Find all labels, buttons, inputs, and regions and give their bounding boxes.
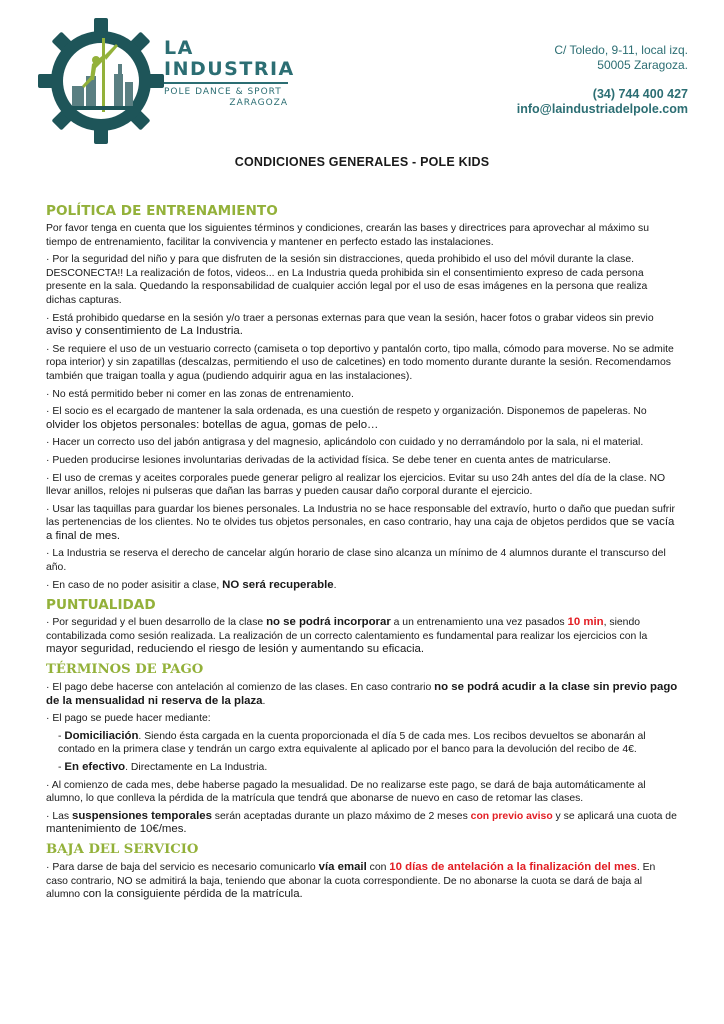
- politica-item: · Pueden producirse lesiones involuntarias derivadas de la actividad física. Se debe tener en cuenta antes de matricularse.: [46, 454, 611, 466]
- politica-item: · El uso de cremas y aceites corporales puede generar peligro al realizar los ejercicios. Evitar su uso 24h antes del día de la clase. NO llevar anillos, relojes ni pulseras que dañan las barras y pueden causar daño corporal durante el ejercicio.: [46, 472, 666, 498]
- email-link[interactable]: info@laindustriadelpole.com: [516, 102, 688, 116]
- brand-subtitle: POLE DANCE & SPORT: [164, 87, 282, 97]
- postal-line: 50005 Zaragoza.: [597, 58, 688, 72]
- brand-name-line2: INDUSTRIA: [164, 58, 295, 80]
- politica-item: · En caso de no poder asisitir a clase, NO será recuperable.: [46, 578, 337, 591]
- brand-divider: [164, 82, 288, 84]
- baja-item: · Para darse de baja del servicio es necesario comunicarlo vía email con 10 días de antelación a la finalización del mes. En caso contrario, NO se admitirá la baja, teniendo que abonar la cuota correspondiente. De no abonarse la cuota se dará de baja al alumno con la consiguiente pérdida de la matrícula.: [46, 860, 656, 901]
- brand-city: ZARAGOZA: [229, 98, 288, 108]
- politica-item: · El socio es el ecargado de mantener la sala ordenada, es una cuestión de respeto y organización. Disponemos de papeleras. No olvider los objetos personales: botellas de agua, gomas de pelo…: [46, 406, 647, 431]
- politica-item: · Hacer un correcto uso del jabón antigrasa y del magnesio, aplicándolo con cuidado y no derramándolo por la sala, ni el material.: [46, 437, 644, 449]
- pago-method-domiciliacion: - Domiciliación. Siendo ésta cargada en la cuenta proporcionada el día 5 de cada mes. Los recibos devueltos se abonarán al contado en la primera clase y tendrán un cargo extra equivalente al aplicado por el banco para la devolución del recibo de 4€.: [58, 729, 646, 756]
- pago-method-efectivo: - En efectivo. Directamente en La Industria.: [58, 761, 268, 773]
- politica-item: · Está prohibido quedarse en la sesión y/o traer a personas externas para que vean la sesión, hacer fotos o grabar videos sin previo aviso y consentimiento de La Industria.: [46, 312, 654, 338]
- politica-item: · Por la seguridad del niño y para que disfruten de la sesión sin distracciones, queda prohibido el uso del móvil durante la clase. DESCONECTA!! La realización de fotos, videos... en La Industria queda prohibida sin el consentimiento expreso de cada persona presente en la sala. Quedando la responsabilidad de cualquier acción legal por el uso de esas imágenes en la persona que realiza dichas capturas.: [46, 254, 648, 306]
- pago-item: · Las suspensiones temporales serán aceptadas durante un plazo máximo de 2 meses con previo aviso y se aplicará una cuota de mantenimiento de 10€/mes.: [46, 809, 677, 836]
- logo: [36, 16, 166, 146]
- address-street: Toledo, 9-11, local izq.: [569, 43, 688, 57]
- section-heading-puntualidad: PUNTUALIDAD: [46, 597, 156, 614]
- puntualidad-item: · Por seguridad y el buen desarrollo de la clase no se podrá incorporar a un entrenamiento una vez pasados 10 min, siendo contabilizada como sesión realizada. La realización de un correcto calentamiento es fundamental para realizar los ejercicios con la mayor seguridad, reduciendo el riesgo de lesión y aumentando su eficacia.: [46, 616, 648, 656]
- politica-item: · Usar las taquillas para guardar los bienes personales. La Industria no se hace responsable del extravío, hurto o daño que puedan sufrir las pertenencias de los clientes. No te olvides tus objetos personales, en caso contrario, hay una caja de objetos perdidos que se vacía a final de mes.: [46, 503, 676, 542]
- politica-item: · La Industria se reserva el derecho de cancelar algún horario de clase sino alcanza un mínimo de 4 alumnos durante el transcurso del año.: [46, 548, 666, 574]
- section-heading-baja: BAJA DEL SERVICIO: [46, 841, 199, 857]
- section-heading-pago: TÉRMINOS DE PAGO: [46, 662, 204, 678]
- politica-item: · No está permitido beber ni comer en las zonas de entrenamiento.: [46, 388, 354, 400]
- politica-item: · Se requiere el uso de un vestuario correcto (camiseta o top deportivo y pantalón corto, tipo malla, cómodo para moverse. No se admite ropa interior) y sin zapatillas (descalzas, permitiendo el uso de calcetines) en todo momento durante durante la sesión. Recomendamos también que traigan toalla y agua (pudiendo adquirir agua en las instalaciones).: [46, 343, 674, 382]
- brand-name-line1: LA: [164, 37, 194, 59]
- address-prefix: C/: [554, 43, 570, 57]
- pago-item: · El pago debe hacerse con antelación al comienzo de las clases. En caso contrario no se podrá acudir a la clase sin previo pago de la mensualidad ni reserva de la plaza.: [46, 681, 678, 707]
- conditions-content: [46, 200, 678, 906]
- section-heading-politica: POLÍTICA DE ENTRENAMIENTO: [46, 203, 278, 219]
- pago-item: · Al comienzo de cada mes, debe haberse pagado la mesualidad. De no realizarse este pago, se dará de baja automáticamente al alumno, lo que conlleva la pérdida de la matrícula que tendrá que abonarse de nuevo en caso de retomar las clases.: [46, 779, 646, 805]
- phone[interactable]: (34) 744 400 427: [592, 87, 688, 101]
- gear-logo-icon: [36, 16, 166, 146]
- contact-block: [517, 43, 688, 117]
- pago-item: · El pago se puede hacer mediante:: [46, 713, 211, 725]
- brand-block: [164, 38, 295, 109]
- politica-intro: Por favor tenga en cuenta que los siguientes términos y condiciones, crearán las bases y directrices para aprovechar al máximo su tiempo de entrenamiento, facilitar la convivencia y mantener en perfecto estado las instalaciones.: [46, 223, 649, 248]
- address-line: [517, 43, 688, 58]
- page-title: CONDICIONES GENERALES - POLE KIDS: [234, 155, 490, 169]
